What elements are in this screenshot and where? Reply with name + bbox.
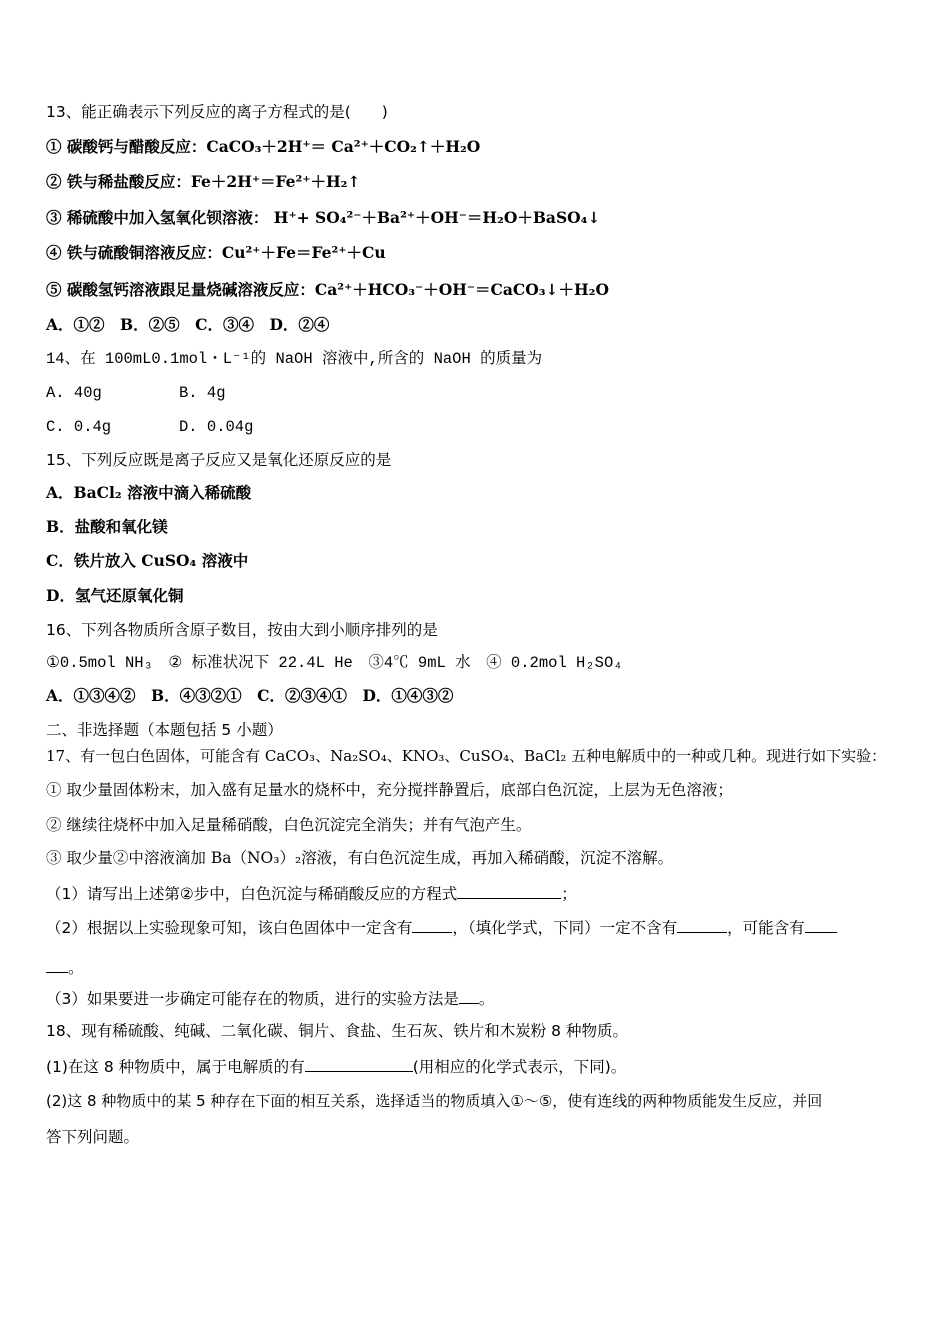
q17-sub-1 — [46, 883, 577, 904]
q17-sub2-punct: 。 — [68, 959, 84, 977]
q17-sub3-punct: 。 — [478, 990, 495, 1008]
q15-option-d: D．氢气还原氧化铜 — [46, 586, 184, 605]
q17-sub1-answer-blank[interactable] — [457, 883, 561, 899]
section-title: 二、非选择题（本题包括 5 小题） — [46, 721, 283, 739]
q18-sub-2-line-1: (2)这 8 种物质中的某 5 种存在下面的相互关系，选择适当的物质填入①～⑤，使有连线的两种物质能发生反应，并回 — [46, 1092, 823, 1110]
q18-stem: 18、现有稀硫酸、纯碱、二氧化碳、铜片、食盐、生石灰、铁片和木炭粉 8 种物质。 — [46, 1022, 628, 1040]
q17-step-3: ③ 取少量②中溶液滴加 Ba（NO₃）₂溶液，有白色沉淀生成，再加入稀硝酸，沉淀不溶解。 — [46, 849, 674, 867]
q13-item-5: ⑤ 碳酸氢钙溶液跟足量烧碱溶液反应：Ca²⁺＋HCO₃⁻＋OH⁻＝CaCO₃↓＋H₂O — [46, 280, 609, 299]
q17-sub2-blank-may-contain[interactable] — [805, 917, 837, 933]
q13-item-1: ① 碳酸钙与醋酸反应：CaCO₃＋2H⁺＝ Ca²⁺＋CO₂↑＋H₂O — [46, 137, 481, 156]
q17-sub2-text-b: ，（填化学式，下同）一定不含有 — [452, 919, 678, 937]
q14-option-d: D. 0.04g — [179, 418, 254, 436]
q18-sub1-note: (用相应的化学式表示，下同)。 — [412, 1058, 627, 1076]
q17-sub-2 — [46, 917, 837, 938]
q15-option-c: C．铁片放入 CuSO₄ 溶液中 — [46, 551, 249, 570]
q17-stem: 17、有一包白色固体，可能含有 CaCO₃、Na₂SO₄、KNO₃、CuSO₄、BaCl₂ 五种电解质中的一种或几种。现进行如下实验： — [46, 747, 887, 765]
q17-step-2: ② 继续往烧杯中加入足量稀硝酸，白色沉淀完全消失；并有气泡产生。 — [46, 816, 532, 834]
q13-stem: 13、能正确表示下列反应的离子方程式的是( ) — [46, 103, 388, 121]
q13-item-4: ④ 铁与硫酸铜溶液反应：Cu²⁺＋Fe＝Fe²⁺＋Cu — [46, 243, 386, 262]
q17-sub1-punct: ； — [561, 885, 577, 903]
q17-sub2-blank-not-contains[interactable] — [677, 917, 727, 933]
q18-sub1-answer-blank[interactable] — [305, 1056, 413, 1072]
q17-step-1: ① 取少量固体粉末，加入盛有足量水的烧杯中，充分搅拌静置后，底部白色沉淀，上层为无色溶液； — [46, 781, 733, 799]
q14-stem: 14、在 100mL0.1mol・L⁻¹的 NaOH 溶液中,所含的 NaOH 的质量为 — [46, 350, 543, 368]
q17-sub3-text: （3）如果要进一步确定可能存在的物质，进行的实验方法是 — [46, 990, 459, 1008]
q14-options-row-1 — [46, 383, 226, 403]
q16-items: ①0.5mol NH₃ ② 标准状况下 22.4L He ③4℃ 9mL 水 ④ 0.2mol H₂SO₄ — [46, 654, 623, 672]
q14-option-a: A. 40g — [46, 384, 102, 402]
q16-options: A．①③④② B．④③②① C．②③④① D．①④③② — [46, 686, 454, 705]
q15-option-a: A．BaCl₂ 溶液中滴入稀硫酸 — [46, 483, 252, 502]
q17-sub3-answer-blank[interactable] — [459, 988, 479, 1004]
q14-option-b: B. 4g — [179, 384, 226, 402]
q13-item-2: ② 铁与稀盐酸反应：Fe＋2H⁺＝Fe²⁺＋H₂↑ — [46, 172, 361, 191]
q14-options-row-2 — [46, 417, 253, 437]
q18-sub-2-line-2: 答下列问题。 — [46, 1128, 140, 1146]
q17-sub2-text-a: （2）根据以上实验现象可知，该白色固体中一定含有 — [46, 919, 413, 937]
q17-sub-3 — [46, 988, 494, 1009]
q17-sub-2-cont — [46, 957, 84, 978]
q13-item-3: ③ 稀硫酸中加入氢氧化钡溶液： H⁺+ SO₄²⁻＋Ba²⁺＋OH⁻＝H₂O＋BaSO₄↓ — [46, 208, 601, 227]
q18-sub-1 — [46, 1056, 626, 1077]
q17-sub2-text-c: ，可能含有 — [727, 919, 805, 937]
q17-sub2-blank-may-contain-cont[interactable] — [46, 957, 68, 973]
q17-sub1-text: （1）请写出上述第②步中，白色沉淀与稀硝酸反应的方程式 — [46, 885, 458, 903]
q16-stem: 16、下列各物质所含原子数目，按由大到小顺序排列的是 — [46, 621, 438, 639]
q14-option-c: C. 0.4g — [46, 418, 112, 436]
q15-stem: 15、下列反应既是离子反应又是氧化还原反应的是 — [46, 451, 392, 469]
q15-option-b: B．盐酸和氧化镁 — [46, 517, 168, 536]
q17-sub2-blank-contains[interactable] — [412, 917, 452, 933]
q13-options: A．①② B．②⑤ C．③④ D．②④ — [46, 315, 330, 334]
q18-sub1-text: (1)在这 8 种物质中，属于电解质的有 — [46, 1058, 305, 1076]
